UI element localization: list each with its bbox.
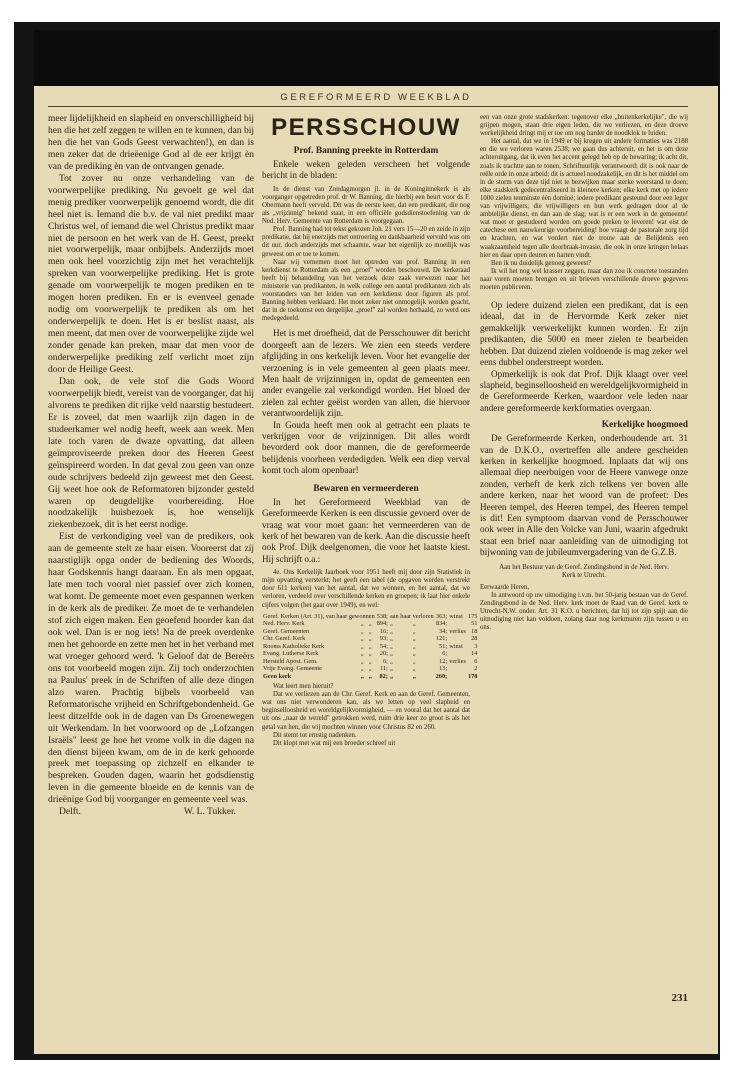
table-cell: 28 xyxy=(471,635,478,643)
table-cell: Ned. Herv. Kerk xyxy=(263,620,305,628)
column-3 xyxy=(480,114,688,632)
table-cell: 11; xyxy=(380,665,388,673)
ditto: „ xyxy=(412,657,416,665)
paragraph: Eist de verkondiging veel van de predikers, ook aan de gemeente stelt ze haar eisen. Vooreerst dat zij naarstiglijk opga onder de bediening des Woords, haar Godskennis hangt daaraan. En als men opgaat, late men toch vooral niet passief over zich komen, wat komt. De gemeente moet even gespannen werken in de kerk als de prediker. Ze moet de te verhandelen stof zich eigen maken. Een geoefend hoorder kan dat ook wel. Dan is er nog iets! Na de preek overdenke men het gehoorde en zette men het in het verband met wat vroeger gehoord werd. 'k Geloof dat de Bereërs ons tot voorbeeld mogen zijn. Zij toch onderzochten na Paulus' preek in de Schriften of alle deze dingen alzo waren. Prachtig bijbels voorbeeld van Reformatorische vrijheid en Schriftgebondenheid. Ge leest ditzelfde ook in de dagen van Ds Groenewegen uit Werkendam. In het voorwoord op de „Lofzangen Israëls" leest ge hoe het vrome volk in die dagen na den dienst bijeen kwam, om de in de kerk gehoorde preek met toepassing op zichzelf en elkander te bespreken. Gouden dagen, waarin het godsdienstig leven in die gemeente bloeide en de kennis van de drieënige God bij voorganger en gemeente veel was. xyxy=(48,532,254,806)
quote-paragraph: Naar wij vernemen moet het optreden van prof. Banning in een kerkdienst te Rotterdam als een „proef" worden beschouwd. De kerkeraad heeft bij behandeling van het verzoek deze zaak verwezen naar het ministerie van predikanten, in welk college een aantal predikanten zich als voorstanders van het leiden van een kerkdienst door figuren als prof. Banning hebben verklaard. Het moet zeker niet onmogelijk worden geacht, dat in de toekomst een dergelijke „proef" zal worden herhaald, zo werd ons medegedeeld. xyxy=(262,258,470,323)
table-row xyxy=(262,613,478,621)
ditto: „ xyxy=(389,627,393,635)
paragraph: Dan ook, de vele stof die Gods Woord voorwerpelijk biedt, vereist van de voorganger, dat hij alvorens te prediken dit rijke veld naarstig bestudeert. Er is zoveel, dat men waarlijk zijn dagen in de studeerkamer wel nodig heeft, week aan week. Men late toch varen de dwaze opvatting, dat alleen geïmproviseerde preken door des Heeren Geest geïnspireerd worden. In dat geval zou geen van onze oude schrijvers bedeeld zijn geweest met den Geest. Gij weet hoe ook de Reformatoren bijzonder gesteld waren op deugdelijke voorbereiding. Hoe noodzakelijk huisbezoek is, hoe wenselijk ziekenbezoek, dit is het eerst nodige. xyxy=(48,376,255,531)
running-header: GEREFORMEERD WEEKBLAD xyxy=(280,92,472,103)
table-cell: 6; xyxy=(383,657,388,665)
table-cell: 51; xyxy=(439,642,448,650)
section-title: PERSSCHOUW xyxy=(271,114,461,141)
ditto: „ xyxy=(360,627,364,635)
ditto: „ xyxy=(368,665,372,673)
table-cell: verlies xyxy=(449,627,466,635)
paragraph: meer lijdelijkheid en slapheid en onverschilligheid bij hen die het zelf zeggen te willen en te kunnen, dan bij hen die het van Gods Geest verwachten!), en dan is men zeker dat de drieëenige God al de eer krijgt èn van de prediking èn van de ontvangen genade. xyxy=(48,114,254,172)
paragraph: Opmerkelijk is ook dat Prof. Dijk klaagt over veel slapheid, beginselloosheid en wereldgelijkvormigheid in de Gereformeerde Kerken, waardoor vele leden naar andere gereformeerde kerkformaties overgaan. xyxy=(480,368,688,413)
ditto: „ xyxy=(389,665,393,673)
page-number: 231 xyxy=(671,992,688,1004)
table-row xyxy=(262,643,478,651)
letter-salutation: Eerwaarde Heren, xyxy=(480,583,530,591)
letter-body: In antwoord op uw uitnodiging i.v.m. het 50-jarig bestaan van de Geref. Zendingsbond in de Ned. Herv. kerk moet de Raad van de Geref. kerk te Utrecht-N.W. onder. Art. 31 K.O. u berichten, dat hij tot zijn spijt aan die uitnodiging niet kan voldoen, zolang daar nog kerkmuren zijn tussen u en ons. xyxy=(480,591,688,632)
table-cell: 363; xyxy=(435,612,448,620)
table-cell: Chr. Geref. Kerk xyxy=(263,635,306,643)
quote-paragraph: Wat leert men hieruit? xyxy=(273,683,334,691)
quote-paragraph: Ik wil het nog wel krasser zeggen, maar dan zou ik concrete toestanden naar voren moeten brengen en uit brieven verschillende droeve gegevens moeten publiceren. xyxy=(480,267,688,291)
letter-address: Aan het Bestuur van de Geref. Zendingsbond in de Ned. Herv. Kerk te Utrecht. xyxy=(499,563,669,579)
table-row xyxy=(262,665,478,673)
table-cell: winst xyxy=(449,612,463,620)
table-cell: 538; xyxy=(376,612,388,620)
ditto: „ xyxy=(368,642,372,650)
table-cell xyxy=(448,650,467,658)
table-cell: Rooms Katholieke Kerk xyxy=(263,642,325,650)
article-heading: Kerkelijke hoogmoed xyxy=(601,420,688,431)
table-cell: 16; xyxy=(379,627,388,635)
quote-paragraph: Prof. Banning had tot tekst gekozen Joh. 21 vers 15—20 en zeide in zijn predikatie, dat hij enerzijds met ontroering en dankbaarheid vervuld was om dit uur, doch anderzijds met schaamte, waar het eigenlijk zo moeilijk was geweest om er toe te komen. xyxy=(262,226,470,258)
column-1 xyxy=(48,114,254,819)
quote-paragraph: Dit stemt tot ernstig nadenken. xyxy=(273,731,357,739)
top-black-strip xyxy=(34,30,718,86)
table-cell xyxy=(448,635,467,643)
table-cell xyxy=(448,620,467,628)
table-cell: Geen kerk xyxy=(263,672,292,680)
table-row xyxy=(262,658,478,666)
column-2 xyxy=(262,114,478,748)
ditto: „ xyxy=(412,642,416,650)
table-cell: Evang. Lutherse Kerk xyxy=(263,650,319,658)
table-cell: 18 xyxy=(471,627,478,635)
author: W. L. Tukker. xyxy=(183,807,236,818)
paragraph: Op iedere duizend zielen een predikant, dat is een ideaal, dat in de Hervormde Kerk zeker niet gemakkelijk verwerkelijkt kunnen worden. Er zijn predikanten, die 5000 en meer zielen te bearbeiden hebben. Dat duizend zielen voldoende is mag zeker wel eens dubbel onderstreept worden. xyxy=(480,300,688,368)
table-cell: 260; xyxy=(435,672,448,680)
table-cell: 54; xyxy=(379,642,388,650)
table-cell: 93; xyxy=(379,635,388,643)
ditto: „ xyxy=(389,650,393,658)
table-row xyxy=(262,650,478,658)
quote-paragraph: In de dienst van Zondagmorgen jl. in de Koninginnekerk is als voorganger opgetreden prof. dr W. Banning, die hierbij een beurt voor ds F. Obermann heeft vervuld. Dit was de eerste keer, dat een predikant, die nog als „vrijzinnig" bekend staat, in een officiële godsdienstoefening van de Ned. Herv. Gemeente van Rotterdam is voorgegaan. xyxy=(262,185,470,226)
ditto: „ xyxy=(360,642,364,650)
table-cell: 13; xyxy=(439,665,448,673)
ditto: „ xyxy=(368,635,372,643)
statistics-table xyxy=(262,613,478,681)
ditto: „ xyxy=(412,650,416,658)
paragraph: Enkele weken geleden verscheen het volgende bericht in de bladen: xyxy=(262,159,470,181)
table-cell: 34; xyxy=(439,627,448,635)
ditto: „ xyxy=(360,635,364,643)
table-row xyxy=(262,620,478,628)
table-row xyxy=(262,628,478,636)
place: Delft. xyxy=(59,807,81,818)
table-row xyxy=(262,635,478,643)
paragraph: Tot zover nu onze verhandeling van de voorwerpelijke prediking. Nu gevoelt ge wel dat menig prediker voorwerpelijk genoemd wordt, die dit heel niet is. Iemand die b.v. de val niet predikt maar Christus wel, of iemand die wel Christus predikt maar niet de persoon en het werk van de H. Geest, preekt niet voorwerpelijk, maar onbijbels. Anderzijds moet men ook heel voorzichtig zijn met het verachtelijk spreken van voorwerpelijke prediking. Het is grote genade om voorwerpelijk te mogen prediken en te mogen horen prediken. En er is evenveel genade nodig om voorwerpelijk te prediken als om het onderwerpelijk te doen. Het is er beslist naast, als men meent, dat men over de voorwerpelijke zijde wel zonder genade kan preken, maar dat men voor de onderwerpelijke prediking zelf verlicht moet zijn door de Heilige Geest. xyxy=(48,173,254,376)
ditto: „ xyxy=(360,650,364,658)
ditto: „ xyxy=(412,665,416,673)
table-cell: 834; xyxy=(435,620,448,628)
ditto: „ xyxy=(360,665,364,673)
header-rule xyxy=(48,106,688,107)
article-heading: Bewaren en vermeerderen xyxy=(313,483,419,494)
table-cell: Hersteld Apost. Gem. xyxy=(263,657,318,665)
signature-line xyxy=(48,807,254,819)
table-cell: 6; xyxy=(442,650,448,658)
ditto: „ xyxy=(412,620,416,628)
quote-paragraph: 4e. Ons Kerkelijk Jaarboek voor 1951 heeft mij door zijn Statistiek in mijn opvatting versterkt; het geeft een tabel (de opgaven werden verstrekt door 611 kerken) van het aantal, dat we wonnen, en het aantal, dat we verloren, verdeeld over verschillende kerken en groepen; ik laat hier enkele cijfers volgen (het gaat over 1949), en wel: xyxy=(262,569,470,609)
table-cell: Geref. Kerken (Art. 31), van haar gewonnen xyxy=(263,612,375,620)
ditto: „ xyxy=(389,657,393,665)
table-cell: winst xyxy=(449,642,463,650)
ditto: „ xyxy=(360,672,364,680)
table-cell: 82; xyxy=(379,672,388,680)
ditto: „ xyxy=(389,620,393,628)
ditto: „ xyxy=(368,620,372,628)
ditto: „ xyxy=(360,657,364,665)
quote-paragraph: Ben ik nu duidelijk genoeg geweest? xyxy=(491,259,592,267)
ditto: „ xyxy=(368,672,372,680)
article-heading: Prof. Banning preekte in Rotterdam xyxy=(293,146,439,156)
table-cell: 20; xyxy=(379,650,388,658)
table-cell: 894; xyxy=(376,620,388,628)
ditto: „ xyxy=(412,635,416,643)
ditto: „ xyxy=(412,672,416,680)
table-cell: 14 xyxy=(471,650,478,658)
ditto: „ xyxy=(360,620,364,628)
table-cell: Geref. Gemeenten xyxy=(263,627,310,635)
table-cell: 121; xyxy=(435,635,448,643)
paragraph: In het Gereformeerd Weekblad van de Gereformeerde Kerken is een discussie gevoerd over de vraag wat voor moet gaan: het vermeerderen van de kerk of het bewaren van de kerk. Aan die discussie heeft ook Prof. Dijk deelgenomen, die voor het laatste kiest. Hij schrijft o.a.: xyxy=(262,496,470,564)
quote-paragraph: Het aantal, dat we in 1949 er bij kregen uit andere formaties was 2188 en die we verloren waren 2538; we gaan dus achteruit, en het is om deze achteruitgang, dat ik even het accent gelegd heb op de bewaring; ik acht dit, zoals ik trachtte aan te tonen, Schriftuurlijk verantwoord; dit is ook naar de reële orde in onze arbeid; dit is actueel noodzakelijk, en dit is het middel om in de storm van deze tijd niet te bezwijken maar sterke weerstand te doen; elke stadskerk gedecentraliseerd in kleinere kerken; elke kerk met op iedere 1000 zielen tenminste één dominé; iedere predikant gesteund door een leger van vrijwilligers; die vrijwilligers en hun werk gedragen door al de ambtelijke dienst, en dan aan de slag; wat is er een werk in de gemeente! wat moet er gestudeerd worden om goede preken te leveren! wat eist de catechese een nauwkeurige voorbereiding! hoe vraagt de pastorale zorg tijd en krachten, en wat vordert niet de trouw aan de Belijdenis een waakzaamheid tegen alle doorbraak-invasie, die ook in onze kringen helaas hier en daar open deuren en harten vindt. xyxy=(480,138,688,259)
table-cell: Vrije Evang. Gemeente xyxy=(263,665,322,673)
ditto: „ xyxy=(368,627,372,635)
quote-paragraph: Dat we verliezen aan de Chr. Geref. Kerk en aan de Geref. Gemeenten, wat ons niet verwonderen kan, als we letten op veel slapheid en beginselloosheid en wereldgelijkvormigheid, — en vooral dat het aantal dat uit ons „naar de wereld" getrokken werd, ruim drie keer zo groot is als het getal van hen, die wij mochten winnen voor Christus 82 en 260. xyxy=(262,691,470,731)
quote-paragraph: een van onze grote stadskerken: tegenover elke „buitenkerkelijke", die wij grijpen mogen, staan drie eigen leden, die we verliezen, en deze droeve werkelijkheid dringt mij er toe om nog harder de noodklok te luiden. xyxy=(480,114,688,138)
ditto: „ xyxy=(368,650,372,658)
table-cell: 51 xyxy=(471,620,478,628)
table-cell: 2 xyxy=(474,665,478,673)
paragraph: Het is met droefheid, dat de Persschouwer dit bericht doorgeeft aan de lezers. We zien een steeds verdere afglijding in ons kerkelijk leven. Voor het evangelie der verzoening is in vele gemeenten al geen plaats meer. Men haalt de vrijzinnigen in, opdat de gemeenten een ander evangelie zal verkondigd worden. Het bloed der zielen zal echter geëist worden van allen, die hiervoor verantwoordelijk zijn. xyxy=(262,328,470,419)
table-cell: 178 xyxy=(467,672,478,680)
table-cell: 6 xyxy=(474,657,478,665)
table-cell: aan haar verloren xyxy=(389,612,434,620)
ditto: „ xyxy=(389,672,394,680)
table-cell xyxy=(448,673,467,681)
ditto: „ xyxy=(412,627,416,635)
table-cell: 175 xyxy=(467,612,478,620)
ditto: „ xyxy=(389,642,393,650)
ditto: „ xyxy=(389,635,393,643)
table-cell xyxy=(448,665,467,673)
paragraph: In Gouda heeft men ook al getracht een plaats te verkrijgen voor de vrijzinnigen. Dit alles wordt bevorderd ook door mannen, die de gereformeerde belijdenis voorheen verdedigden. Welk een diep verval komt toch alom openbaar! xyxy=(262,419,470,476)
ditto: „ xyxy=(368,657,372,665)
paragraph: De Gereformeerde Kerken, onderhoudende art. 31 van de D.K.O., overtreffen alle andere gescheiden kerken in kerkelijke hoogmoed. Inplaats dat wij ons allemaal diep neerbuigen voor de Heere vanwege onze zonden, verheft de kerk zich telkens ver boven alle andere kerken, naar het woord van de profeet: Des Heeren tempel, des Heeren tempel, des Heeren tempel is dit! Een symptoom daarvan vond de Persschouwer ook weer in Alle den Volcke van Juni, waarin afgedrukt staat een brief naar aanleiding van de uitnodiging tot bijwoning van de jubileumvergadering van de G.Z.B. xyxy=(480,433,688,558)
table-cell: 12; xyxy=(439,657,448,665)
table-cell: 3 xyxy=(474,642,478,650)
table-cell: verlies xyxy=(449,657,466,665)
table-row xyxy=(262,673,478,681)
newspaper-page xyxy=(34,30,718,1054)
quote-paragraph: Dit klopt met wat mij een broeder schreef uit xyxy=(273,739,396,747)
